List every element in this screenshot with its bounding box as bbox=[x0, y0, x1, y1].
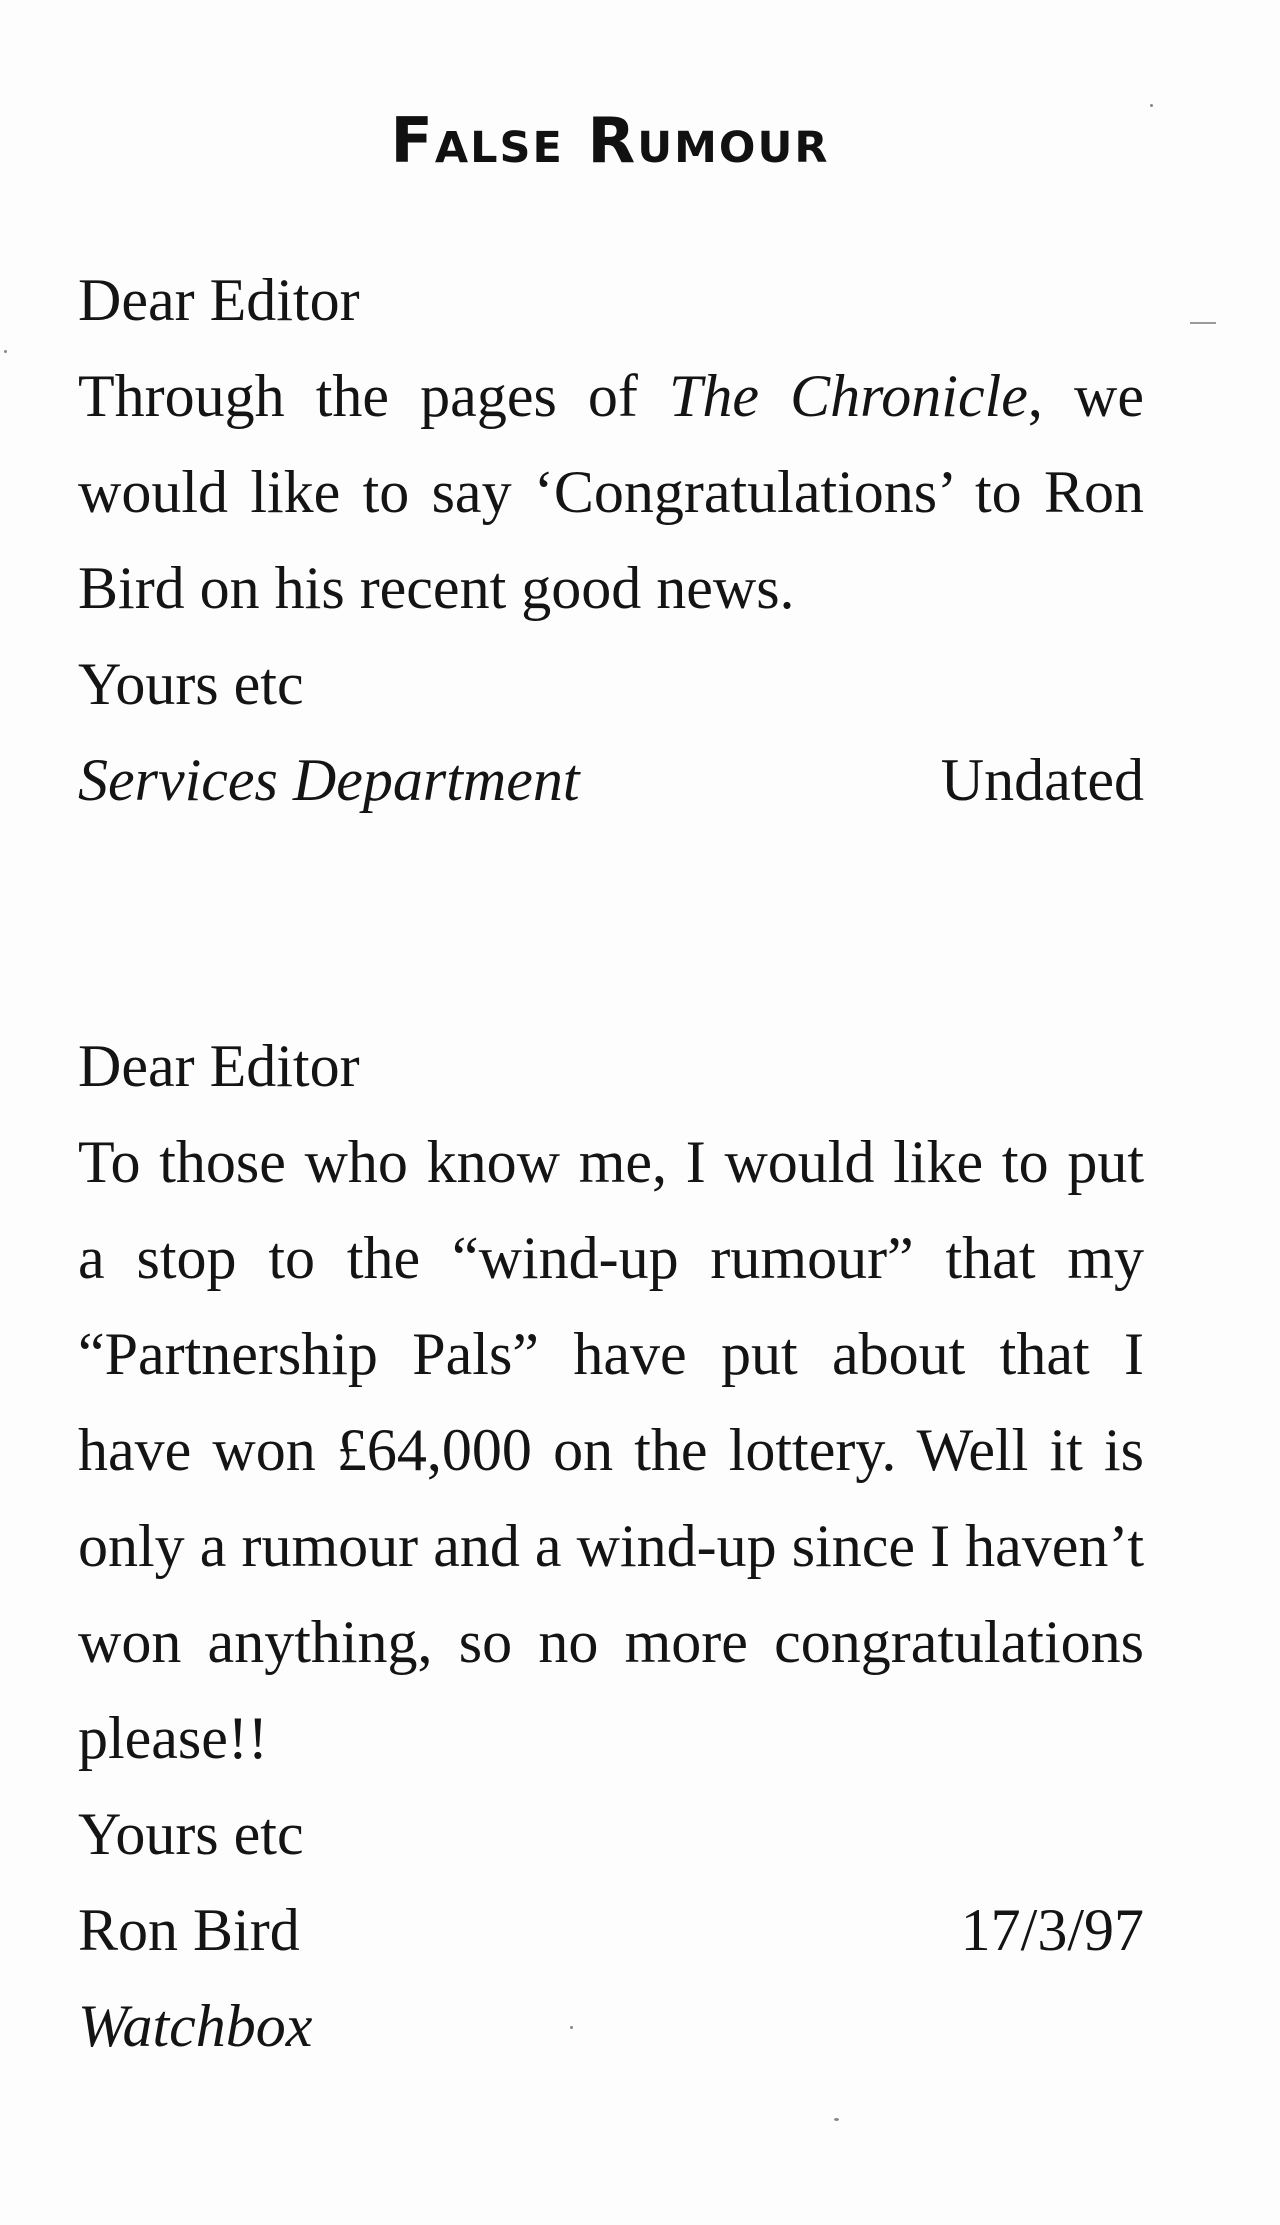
letter-signature-department: Watchbox bbox=[78, 1993, 313, 2059]
signature-row bbox=[78, 732, 1144, 828]
letter-salutation: Dear Editor bbox=[78, 267, 360, 333]
letter-signature: Ron Bird bbox=[78, 1897, 300, 1963]
letter-signature: Services Department bbox=[78, 747, 580, 813]
letter-ron-bird bbox=[78, 1018, 1144, 2074]
letter-date: Undated bbox=[940, 747, 1144, 813]
page-title: False Rumour bbox=[390, 103, 830, 177]
scan-speck bbox=[4, 350, 7, 353]
letter-services-department bbox=[78, 252, 1144, 828]
letter-body-text: , we would like to say ‘Congratulations’ to Ron Bird on his recent good news. bbox=[78, 363, 1144, 621]
scan-speck bbox=[834, 2118, 839, 2121]
letter-closing: Yours etc bbox=[78, 651, 304, 717]
signature-row bbox=[78, 1882, 1144, 1978]
scan-mark bbox=[1190, 322, 1216, 324]
letter-body-text: Through the pages of bbox=[78, 363, 670, 429]
publication-name: The Chronicle bbox=[669, 363, 1028, 429]
letter-date: 17/3/97 bbox=[960, 1897, 1144, 1963]
letter-body bbox=[78, 348, 1144, 636]
letter-body: To those who know me, I would like to put a stop to the “wind-up rumour” that my “Partnership Pals” have put about that I have won £64,000 on the lottery. Well it is only a rumour and a wind-up since I haven’t won anything, so no more congratulations please!! bbox=[78, 1129, 1144, 1771]
letter-salutation: Dear Editor bbox=[78, 1033, 360, 1099]
letter-closing: Yours etc bbox=[78, 1801, 304, 1867]
